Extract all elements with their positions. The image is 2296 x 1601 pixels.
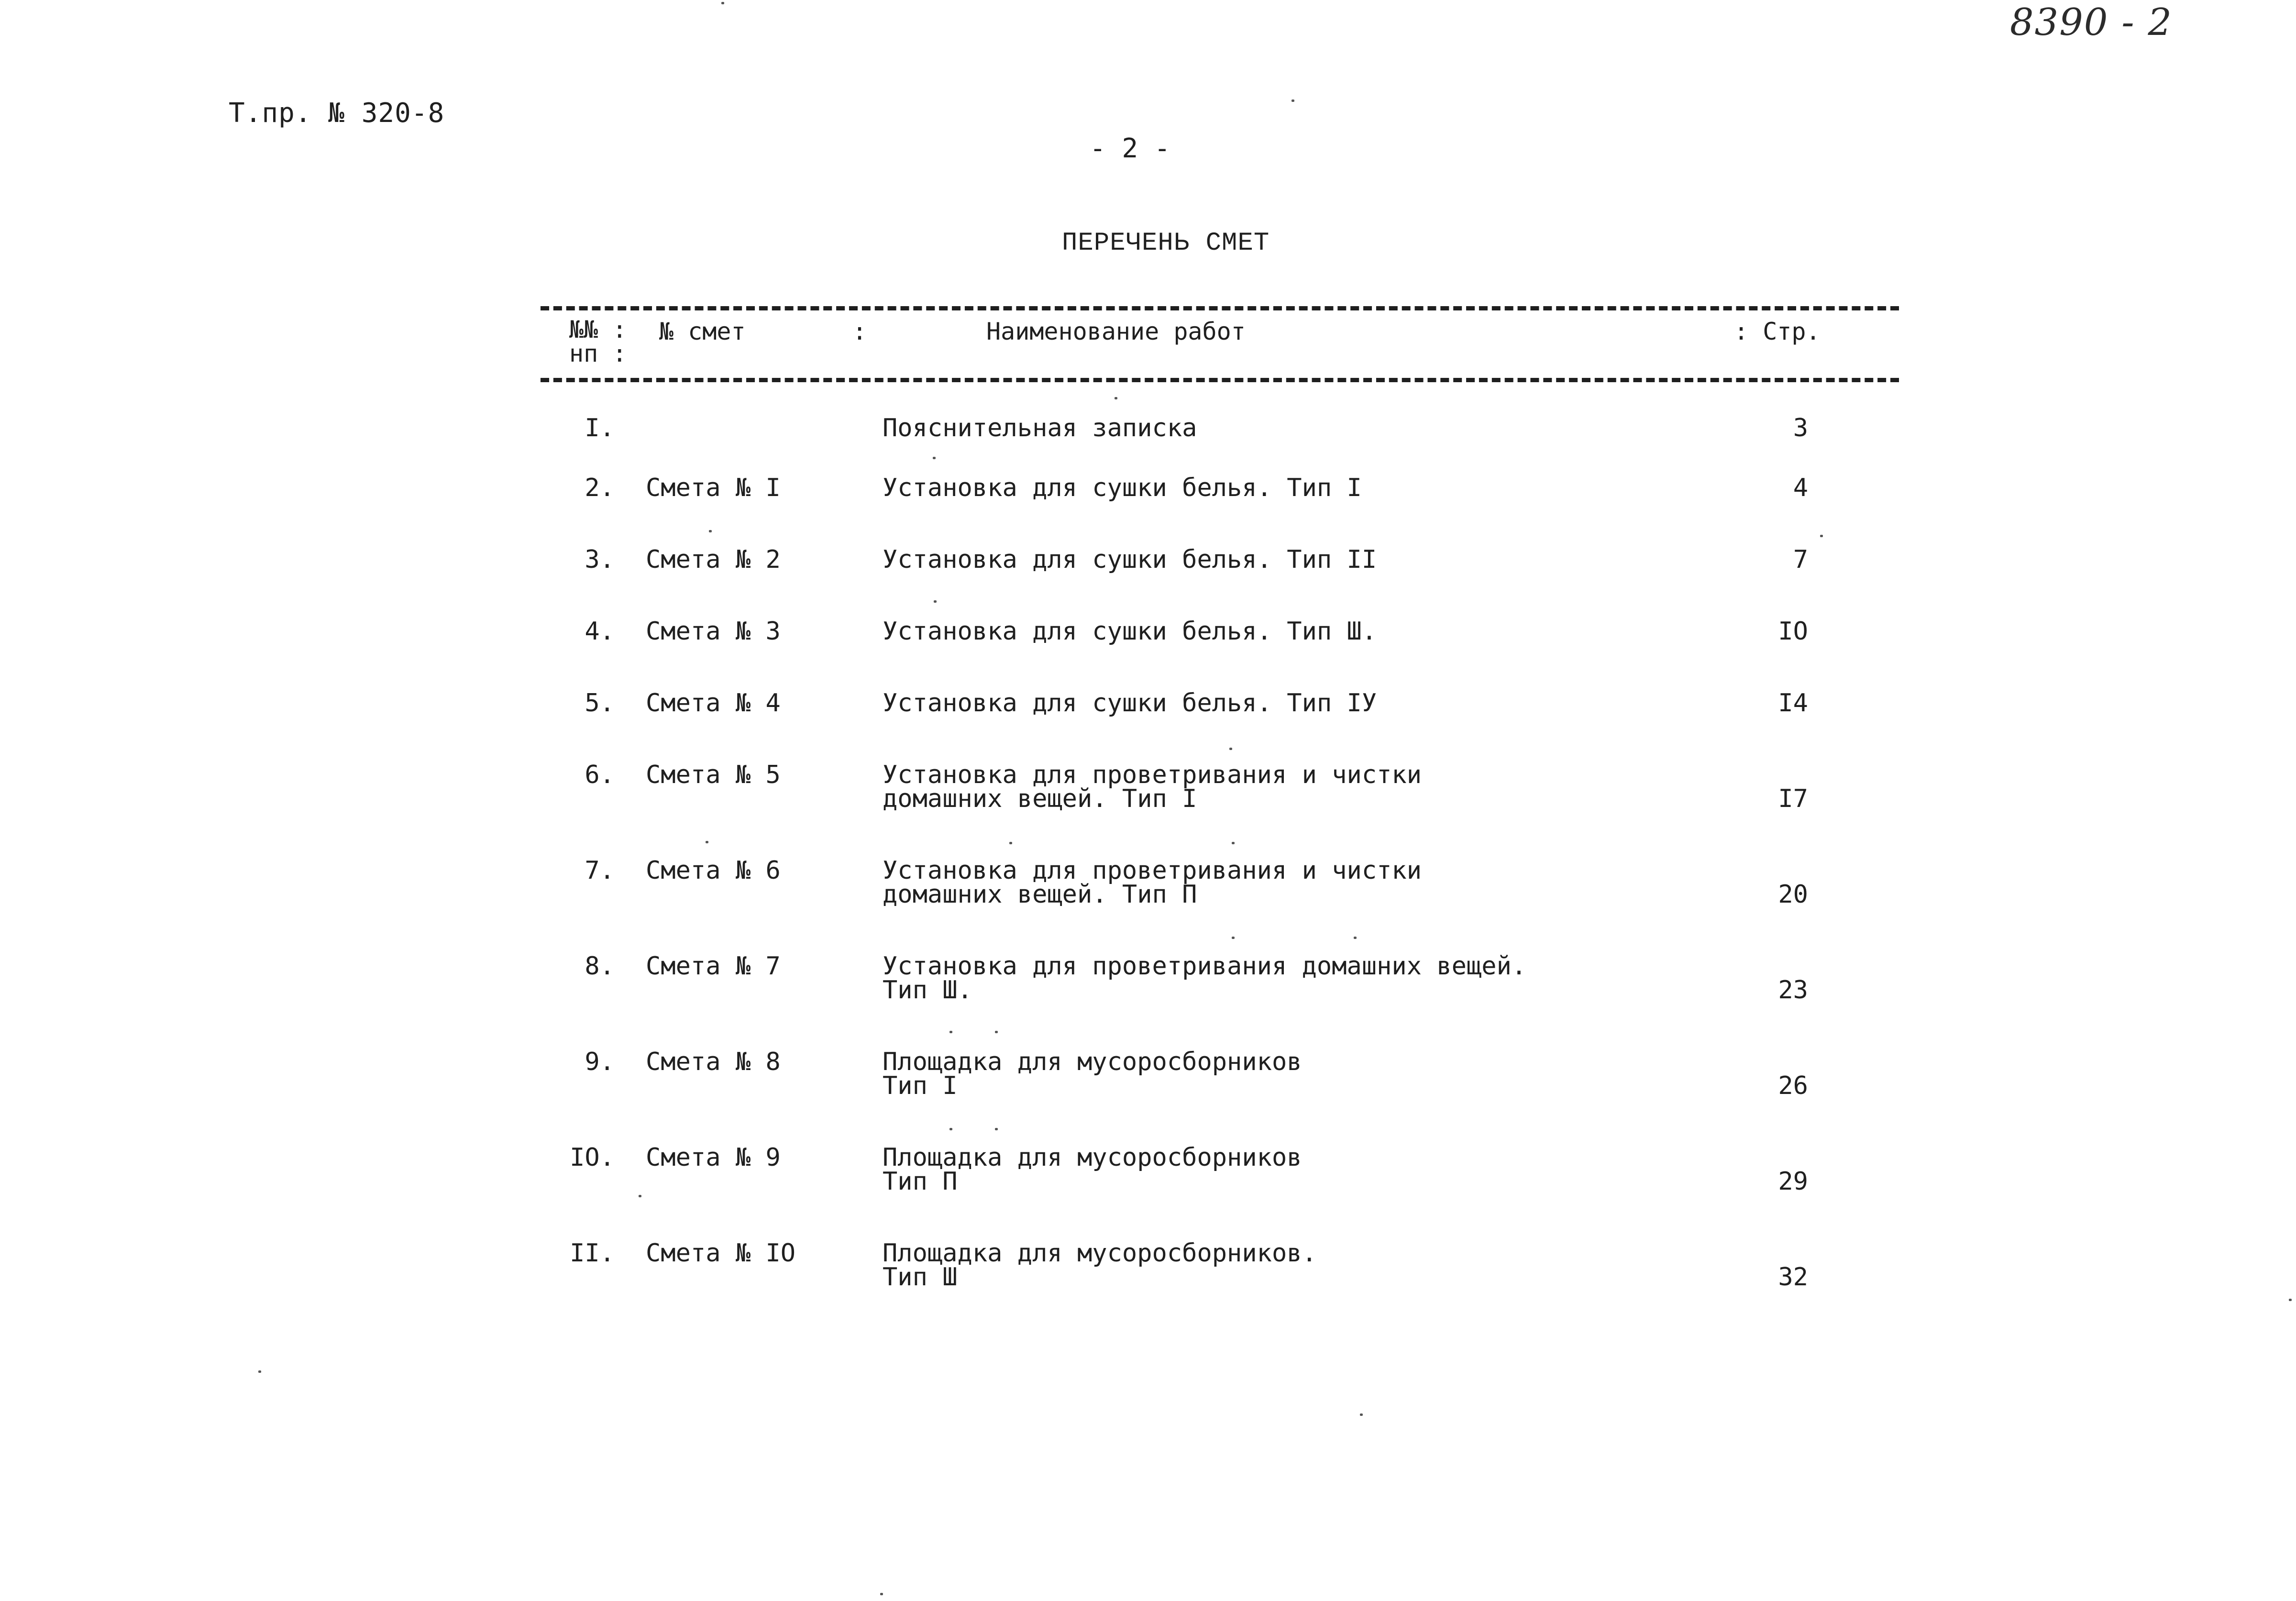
- scan-speck: [880, 1593, 883, 1595]
- row-number: 2.: [585, 474, 615, 502]
- scan-speck: [949, 1128, 952, 1130]
- row-work-name: Установка для сушки белья. Тип Ш.: [883, 617, 1377, 646]
- document-code: Т.пр. № 320-8: [229, 98, 445, 129]
- row-page: 3: [1793, 414, 1808, 442]
- scan-speck: [1820, 535, 1823, 537]
- scan-speck: [995, 1031, 998, 1033]
- row-work-name: Площадка для мусоросборников Тип П: [883, 1143, 1302, 1196]
- row-number: II.: [570, 1239, 615, 1268]
- row-smeta: Смета № 6: [646, 856, 781, 885]
- page-title: ПЕРЕЧЕНЬ СМЕТ: [1062, 229, 1270, 258]
- scan-speck: [639, 1195, 641, 1197]
- scan-speck: [709, 530, 712, 532]
- row-number: 4.: [585, 617, 615, 646]
- row-smeta: Смета № I: [646, 474, 781, 502]
- scan-speck: [934, 600, 937, 603]
- row-smeta: Смета № IO: [646, 1239, 796, 1268]
- column-header-smeta: [659, 318, 746, 345]
- column-header-number-line1: №№ :: [569, 316, 627, 343]
- row-number: 6.: [585, 761, 615, 789]
- row-page: 23: [1778, 976, 1808, 1005]
- row-work-name: Установка для сушки белья. Тип IУ: [883, 689, 1377, 718]
- row-work-name: Площадка для мусоросборников. Тип Ш: [883, 1239, 1317, 1292]
- column-header-page: : Стр.: [1734, 318, 1821, 345]
- scan-speck: [1009, 842, 1012, 844]
- scan-speck: [1232, 842, 1235, 844]
- scan-speck: [258, 1370, 261, 1373]
- column-header-name: Наименование работ: [986, 318, 1246, 345]
- row-work-name: Установка для сушки белья. Тип I: [883, 474, 1362, 502]
- column-header-number: [569, 318, 627, 365]
- row-number: 3.: [585, 545, 615, 574]
- row-number: 5.: [585, 689, 615, 718]
- row-number: I.: [585, 414, 615, 442]
- scan-speck: [1232, 937, 1235, 939]
- row-work-name: Установка для проветривания и чистки домашних вещей. Тип П: [883, 856, 1422, 909]
- scan-speck: [1354, 937, 1357, 939]
- row-work-name: Установка для проветривания домашних вещей. Тип Ш.: [883, 952, 1527, 1005]
- row-number: IO.: [570, 1143, 615, 1172]
- row-smeta: Смета № 5: [646, 761, 781, 789]
- row-smeta: Смета № 4: [646, 689, 781, 718]
- table-top-rule: [541, 306, 1899, 310]
- row-page: 32: [1778, 1263, 1808, 1292]
- scan-speck: [933, 457, 936, 459]
- scan-speck: [1292, 99, 1294, 102]
- scan-speck: [995, 1128, 998, 1130]
- row-page: IO: [1778, 617, 1808, 646]
- row-smeta: Смета № 9: [646, 1143, 781, 1172]
- page-number: - 2 -: [1090, 133, 1170, 164]
- row-page: I4: [1778, 689, 1808, 718]
- scan-speck: [721, 2, 724, 4]
- scan-speck: [1229, 748, 1232, 750]
- column-header-smeta-label: № смет: [659, 318, 746, 345]
- row-work-name: Пояснительная записка: [883, 414, 1197, 442]
- row-smeta: Смета № 3: [646, 617, 781, 646]
- row-smeta: Смета № 7: [646, 952, 781, 981]
- column-separator: :: [852, 318, 867, 345]
- scan-speck: [1360, 1413, 1363, 1416]
- row-work-name: Площадка для мусоросборников Тип I: [883, 1048, 1302, 1100]
- column-header-number-line2: нп :: [569, 340, 627, 367]
- row-work-name: Установка для проветривания и чистки домашних вещей. Тип I: [883, 761, 1422, 813]
- scan-speck: [949, 1031, 952, 1033]
- row-page: I7: [1778, 784, 1808, 813]
- row-smeta: Смета № 2: [646, 545, 781, 574]
- scan-speck: [2289, 1299, 2292, 1301]
- row-number: 7.: [585, 856, 615, 885]
- handwritten-archive-number: 8390 - 2: [2009, 1, 2173, 44]
- row-page: 26: [1778, 1071, 1808, 1100]
- scan-speck: [1115, 397, 1117, 399]
- row-smeta: Смета № 8: [646, 1048, 781, 1076]
- row-work-name: Установка для сушки белья. Тип II: [883, 545, 1377, 574]
- row-page: 20: [1778, 880, 1808, 909]
- row-page: 4: [1793, 474, 1808, 502]
- scan-speck: [706, 841, 708, 843]
- table-header-rule: [541, 378, 1899, 382]
- row-page: 7: [1793, 545, 1808, 574]
- row-page: 29: [1778, 1167, 1808, 1196]
- row-number: 8.: [585, 952, 615, 981]
- row-number: 9.: [585, 1048, 615, 1076]
